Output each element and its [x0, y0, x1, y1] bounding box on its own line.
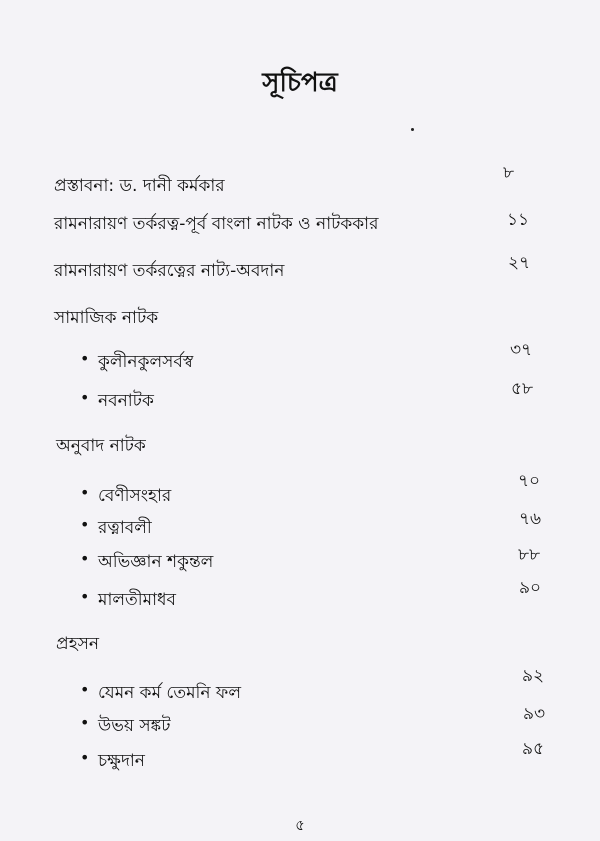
toc-item-page: ৯৫	[522, 739, 545, 759]
toc-item-page: ৭০	[518, 471, 541, 491]
page-number: ৫	[295, 816, 305, 834]
toc-item-page: ৭৬	[519, 509, 542, 529]
section-heading: অনুবাদ নাটক	[56, 436, 146, 456]
bullet-icon: •	[80, 515, 90, 534]
toc-item-label: রত্নাবলী	[98, 518, 152, 538]
toc-item-label: উভয় সঙ্কট	[98, 716, 171, 736]
toc-item-label: চক্ষুদান	[98, 751, 145, 771]
bullet-icon: •	[80, 680, 90, 699]
toc-item-label: বেণীসংহার	[98, 486, 172, 506]
toc-entry-label: রামনারায়ণ তর্করত্নের নাট্য-অবদান	[54, 261, 285, 281]
bullet-icon: •	[80, 549, 90, 568]
page-title: সূচিপত্র	[262, 68, 338, 98]
bullet-icon: •	[80, 483, 90, 502]
toc-entry-label: প্রস্তাবনা: ড. দানী কর্মকার	[54, 176, 225, 196]
toc-entry-page: ২৭	[508, 253, 531, 273]
toc-item-label: মালতীমাধব	[98, 590, 177, 610]
toc-entry-page: ১১	[507, 210, 530, 230]
toc-item-page: ৯৩	[523, 704, 546, 724]
bullet-icon: •	[80, 748, 90, 767]
toc-item-page: ৫৮	[511, 379, 534, 399]
bullet-icon: •	[80, 388, 90, 407]
toc-item-page: ৯২	[522, 666, 545, 686]
toc-item-label: কুলীনকুলসর্বস্ব	[98, 352, 194, 372]
toc-item-page: ৮৮	[518, 545, 541, 565]
toc-item-page: ৯০	[519, 578, 542, 598]
section-heading: সামাজিক নাটক	[54, 308, 159, 328]
toc-item-label: অভিজ্ঞান শকুন্তল	[98, 552, 214, 572]
toc-item-label: যেমন কর্ম তেমনি ফল	[98, 683, 242, 703]
toc-item-label: নবনাটক	[98, 391, 154, 411]
toc-item-page: ৩৭	[510, 340, 533, 360]
bullet-icon: •	[80, 349, 90, 368]
bullet-icon: •	[80, 587, 90, 606]
bullet-icon: •	[80, 713, 90, 732]
toc-entry-label: রামনারায়ণ তর্করত্ন-পূর্ব বাংলা নাটক ও নাটককার	[54, 214, 379, 234]
ink-speck	[411, 128, 414, 131]
toc-entry-page: ৮	[503, 163, 515, 183]
section-heading: প্রহসন	[56, 634, 99, 654]
